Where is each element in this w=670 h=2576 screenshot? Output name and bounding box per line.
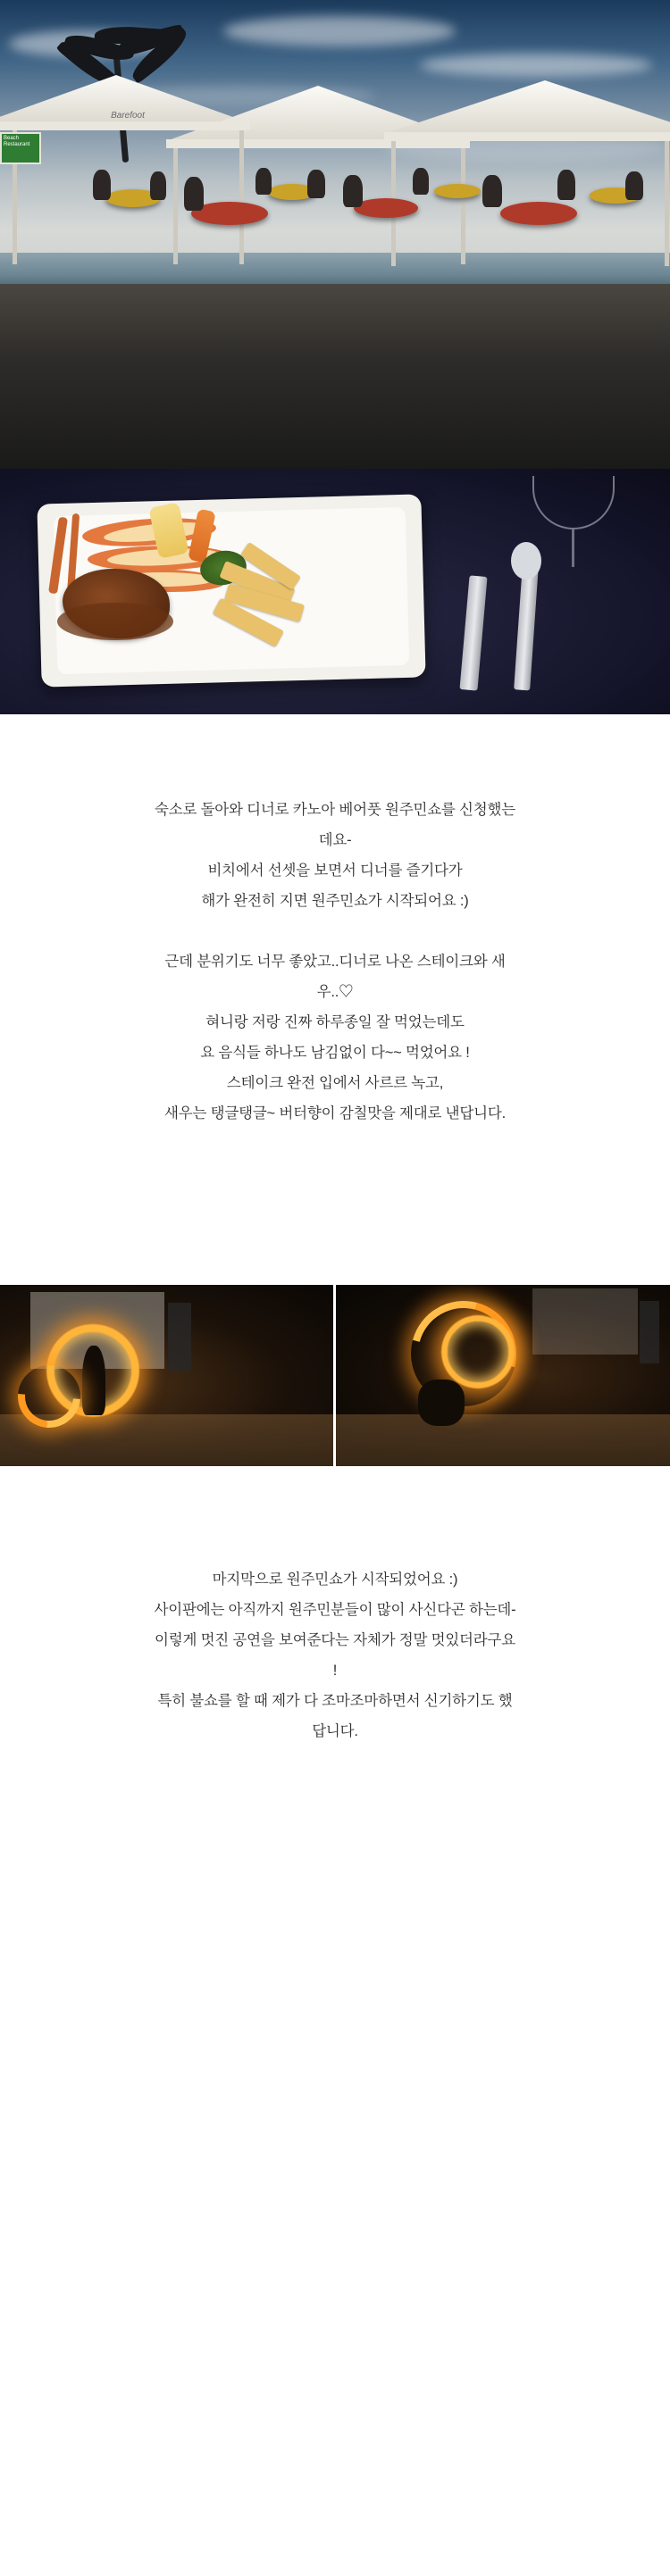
tent-pole xyxy=(665,141,669,266)
text-paragraph-1 xyxy=(0,795,670,916)
background-speaker xyxy=(640,1301,659,1363)
background-speaker xyxy=(168,1303,191,1371)
background-tent xyxy=(532,1288,638,1355)
restaurant-guest xyxy=(184,177,204,211)
restaurant-guest xyxy=(93,170,111,200)
spacer xyxy=(0,714,670,795)
paragraph-line: 우..♡ xyxy=(316,984,354,1000)
paragraph-line: 데요- xyxy=(318,832,352,848)
restaurant-guest xyxy=(482,175,502,207)
beach-ground xyxy=(0,284,670,469)
fire-show-photo-row xyxy=(0,1285,670,1466)
paragraph-line: 스테이크 완전 입에서 사르르 녹고, xyxy=(226,1075,444,1091)
restaurant-brand-mark: Barefoot xyxy=(111,111,145,121)
paragraph-line: 답니다. xyxy=(312,1723,358,1739)
paragraph-line: 숙소로 돌아와 디너로 카노아 베어풋 원주민쇼를 신청했는 xyxy=(154,802,516,818)
text-paragraph-2 xyxy=(0,946,670,1129)
paragraph-line: 해가 완전히 지면 원주민쇼가 시작되어요 :) xyxy=(201,893,469,909)
tent-pole xyxy=(239,130,244,264)
paragraph-line: ! xyxy=(332,1663,338,1679)
fire-ring-flame xyxy=(441,1315,515,1388)
paragraph-line: 새우는 탱글탱글~ 버터향이 감칠맛을 제대로 낸답니다. xyxy=(164,1105,506,1121)
cloud-shape xyxy=(420,54,652,77)
paragraph-line: 마지막으로 원주민쇼가 시작되었어요 :) xyxy=(212,1571,458,1588)
restaurant-guest xyxy=(343,175,363,207)
spacer xyxy=(0,1466,670,1564)
signboard-text: Beach Restaurant xyxy=(4,136,30,147)
paragraph-line: 요 음식들 하나도 남김없이 다~~ 먹었어요 ! xyxy=(200,1045,470,1061)
paragraph-line: 혀니랑 저랑 진짜 하루종일 잘 먹었는데도 xyxy=(205,1014,465,1030)
tent-edge xyxy=(384,132,670,141)
restaurant-guest xyxy=(557,170,575,200)
paragraph-line: 이렇게 멋진 공연을 보여준다는 자체가 정말 멋있더라구요 xyxy=(154,1632,516,1648)
sea-horizon xyxy=(0,253,670,288)
spacer xyxy=(0,1747,670,1800)
steak-sauce xyxy=(57,603,173,640)
fire-dancer xyxy=(418,1380,465,1426)
photo-steak-and-prawn-dinner xyxy=(0,469,670,714)
paragraph-line: 특히 불쇼를 할 때 제가 다 조마조마하면서 신기하기도 했 xyxy=(157,1693,513,1709)
spacer xyxy=(0,916,670,946)
paragraph-line: 사이판에는 아직까지 원주민분들이 많이 사신다곤 하는데- xyxy=(154,1602,516,1618)
text-paragraph-3 xyxy=(0,1564,670,1747)
restaurant-guest xyxy=(413,168,429,195)
spoon-bowl xyxy=(511,542,541,579)
paragraph-line: 비치에서 선셋을 보면서 디너를 즐기다가 xyxy=(207,863,463,879)
dining-table xyxy=(434,184,481,198)
photo-beach-restaurant-sunset xyxy=(0,0,670,469)
restaurant-guest xyxy=(625,171,643,200)
tent-pole xyxy=(173,148,178,264)
fire-dancer xyxy=(82,1346,105,1415)
paragraph-line: 근데 분위기도 너무 좋았고..디너로 나온 스테이크와 새 xyxy=(164,954,506,970)
cloud-shape xyxy=(223,16,456,46)
tent-pole xyxy=(461,148,465,264)
photo-fire-show-left xyxy=(0,1285,333,1466)
restaurant-guest xyxy=(307,170,325,198)
sand-ground xyxy=(336,1414,670,1466)
dining-table xyxy=(354,198,418,218)
photo-fire-show-right xyxy=(336,1285,670,1466)
dining-table xyxy=(500,202,577,225)
spacer xyxy=(0,1129,670,1285)
restaurant-signboard xyxy=(0,132,41,164)
restaurant-guest xyxy=(255,168,272,195)
wine-glass-stem xyxy=(572,529,574,567)
restaurant-guest xyxy=(150,171,166,200)
